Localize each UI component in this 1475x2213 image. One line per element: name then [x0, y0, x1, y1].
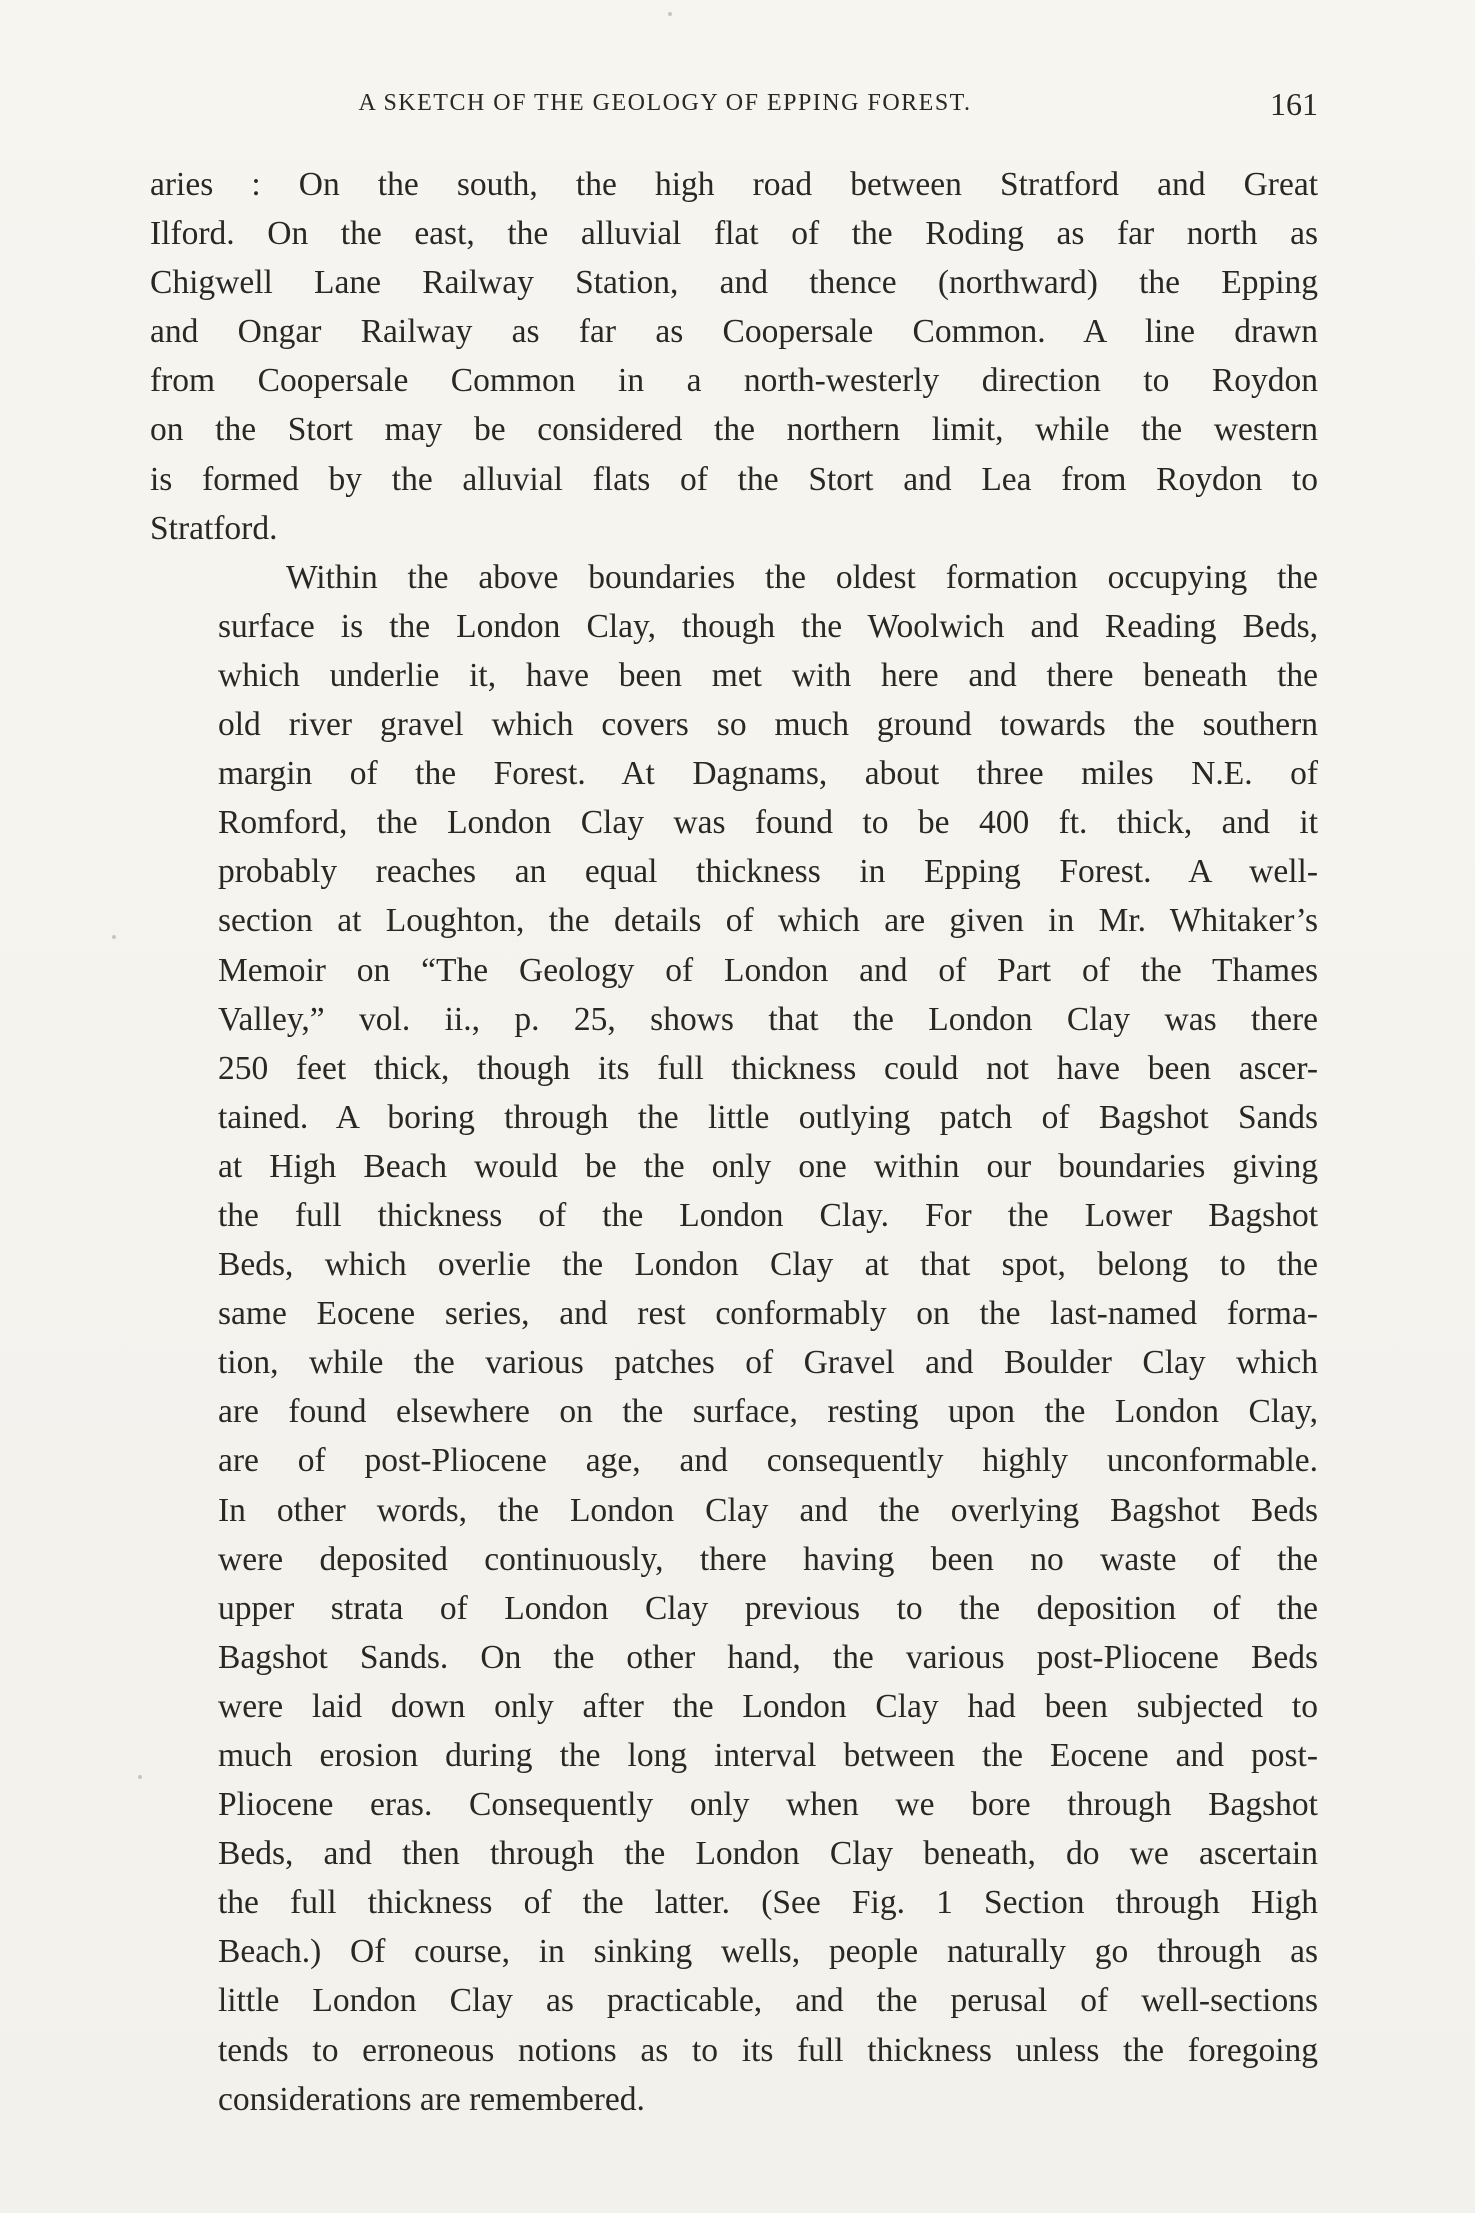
text-line: much erosion during the long interval between the Eocene and post-: [218, 1737, 1318, 1774]
text-line: surface is the London Clay, though the Woolwich and Reading Beds,: [218, 607, 1318, 645]
text-line: Romford, the London Clay was found to be 400 ft. thick, and it: [218, 804, 1318, 842]
text-line: considerations are remembered.: [218, 2080, 645, 2118]
text-line: aries : On the south, the high road between Stratford and Great: [150, 166, 1318, 203]
running-head: [150, 86, 1318, 130]
text-line: are of post-Pliocene age, and consequently highly unconformable.: [218, 1442, 1318, 1480]
text-line: Ilford. On the east, the alluvial flat of the Roding as far north as: [150, 215, 1318, 253]
text-line: Pliocene eras. Consequently only when we bore through Bagshot: [218, 1786, 1318, 1824]
text-line: Within the above boundaries the oldest formation occupying the: [286, 558, 1318, 596]
text-line: margin of the Forest. At Dagnams, about three miles N.E. of: [218, 755, 1318, 793]
text-line: were laid down only after the London Clay had been subjected to: [218, 1687, 1318, 1725]
text-line: tends to erroneous notions as to its full thickness unless the foregoing: [218, 2031, 1318, 2069]
text-line: is formed by the alluvial flats of the Stort and Lea from Roydon to: [150, 460, 1318, 498]
text-line: Beds, and then through the London Clay beneath, do we ascertain: [218, 1835, 1318, 1873]
text-line: on the Stort may be considered the northern limit, while the western: [150, 411, 1318, 449]
text-line: Stratford.: [150, 509, 278, 547]
paragraph: [150, 553, 1318, 2124]
text-line: Valley,” vol. ii., p. 25, shows that the London Clay was there: [218, 1000, 1318, 1038]
text-line: and Ongar Railway as far as Coopersale Common. A line drawn: [150, 313, 1318, 351]
text-line: the full thickness of the London Clay. For the Lower Bagshot: [218, 1196, 1318, 1234]
running-title: A SKETCH OF THE GEOLOGY OF EPPING FOREST.: [358, 90, 972, 116]
paper-speck: [138, 1775, 142, 1779]
text-line: upper strata of London Clay previous to the deposition of the: [218, 1589, 1318, 1627]
text-line: little London Clay as practicable, and the perusal of well-sections: [218, 1982, 1318, 2020]
paper-speck: [668, 12, 672, 16]
text-line: from Coopersale Common in a north-westerly direction to Roydon: [150, 362, 1318, 400]
text-line: Beach.) Of course, in sinking wells, people naturally go through as: [218, 1933, 1318, 1971]
text-line: section at Loughton, the details of which are given in Mr. Whitaker’s: [218, 902, 1318, 940]
text-line: were deposited continuously, there having been no waste of the: [218, 1540, 1318, 1578]
text-line: tained. A boring through the little outlying patch of Bagshot Sands: [218, 1098, 1318, 1136]
paragraph: [150, 160, 1318, 553]
page-number: 161: [1270, 86, 1318, 122]
text-line: are found elsewhere on the surface, resting upon the London Clay,: [218, 1393, 1318, 1431]
paper-speck: [112, 935, 116, 939]
text-line: Memoir on “The Geology of London and of Part of the Thames: [218, 951, 1318, 989]
text-line: probably reaches an equal thickness in Epping Forest. A well-: [218, 853, 1318, 891]
text-line: Chigwell Lane Railway Station, and thence (northward) the Epping: [150, 264, 1318, 302]
text-line: the full thickness of the latter. (See Fig. 1 Section through High: [218, 1884, 1318, 1922]
text-line: Bagshot Sands. On the other hand, the various post-Pliocene Beds: [218, 1638, 1318, 1676]
text-line: 250 feet thick, though its full thickness could not have been ascer-: [218, 1049, 1318, 1087]
text-line: tion, while the various patches of Gravel and Boulder Clay which: [218, 1344, 1318, 1382]
text-line: same Eocene series, and rest conformably on the last-named forma-: [218, 1295, 1318, 1333]
body-text: [150, 160, 1318, 2124]
text-line: at High Beach would be the only one within our boundaries giving: [218, 1147, 1318, 1185]
text-line: old river gravel which covers so much ground towards the southern: [218, 706, 1318, 744]
text-line: Beds, which overlie the London Clay at that spot, belong to the: [218, 1246, 1318, 1284]
text-line: which underlie it, have been met with here and there beneath the: [218, 656, 1318, 694]
text-line: In other words, the London Clay and the overlying Bagshot Beds: [218, 1491, 1318, 1529]
